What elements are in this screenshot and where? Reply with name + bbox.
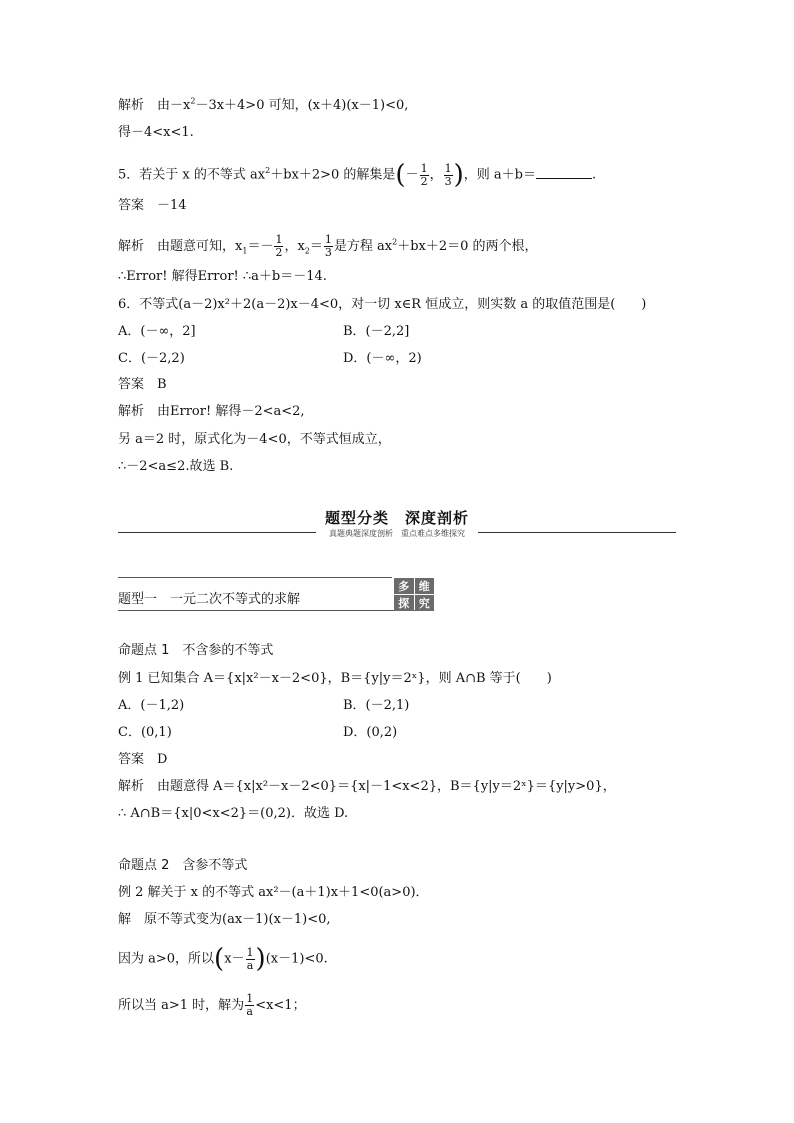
point-1-heading [118, 643, 273, 659]
answer-blank[interactable] [536, 166, 592, 179]
text: 所以当 a>1 时，解为 [118, 998, 245, 1013]
numerator: 1 [444, 161, 452, 175]
option-B [343, 324, 409, 340]
section-title: 题型分类 深度剖析 [324, 509, 469, 527]
text: <x<1； [255, 998, 306, 1013]
fraction-third [324, 234, 333, 259]
solution-5b [118, 269, 327, 285]
text: 命题点 2 含参不等式 [118, 858, 248, 873]
section-subtitle: 真题典题深度剖析 重点难点多维探究 [329, 529, 465, 538]
text: 答案 －14 [118, 198, 187, 213]
text: ＝ [309, 239, 323, 254]
option-A [118, 324, 196, 340]
superscript: 2 [190, 96, 196, 106]
solution-line-4b [118, 125, 194, 141]
text: ，则 a＋b＝ [463, 167, 536, 183]
ex1-option-D [343, 725, 397, 741]
denominator: a [246, 1005, 253, 1018]
question-6 [118, 297, 646, 313]
text: 因为 a>0，所以 [118, 951, 215, 967]
point-2-heading [118, 858, 247, 874]
ex2-solution-line1 [118, 912, 331, 928]
option-label: C．(－2,2) [118, 351, 185, 366]
text: －3x＋4>0 可知，(x＋4)(x－1)<0, [195, 98, 409, 113]
numerator: 1 [246, 945, 254, 959]
text: ，x [284, 239, 305, 254]
denominator: 2 [275, 246, 283, 259]
ex2-solution-line2 [118, 946, 328, 972]
text: x－ [224, 951, 245, 967]
denominator: 2 [420, 174, 428, 188]
left-paren: ( [214, 944, 225, 974]
denominator: 3 [444, 174, 452, 188]
ex1-solution-line2 [118, 806, 348, 822]
text: (x－1)<0. [265, 951, 328, 967]
denominator: 3 [324, 246, 332, 259]
subscript: 2 [304, 246, 310, 256]
fraction-half [274, 234, 283, 259]
text: ∴Error! 解得Error! ∴a＋b＝－14. [118, 269, 327, 284]
text: 解析 由Error! 解得－2<a<2, [118, 404, 305, 419]
superscript: 2 [392, 237, 398, 247]
example-2 [118, 885, 429, 901]
ex1-solution-line1 [118, 779, 616, 795]
solution-6-line3 [118, 459, 233, 475]
ex1-option-B [343, 698, 409, 714]
answer-6 [118, 377, 167, 393]
fraction-1-over-a [245, 993, 254, 1018]
option-D [343, 351, 422, 367]
text: ＋bx＋2>0 的解集是 [270, 167, 396, 183]
ex1-answer [118, 752, 167, 768]
text: 解析 由题意可知，x [118, 239, 243, 254]
solution-5 [118, 234, 538, 259]
numerator: 1 [420, 161, 428, 175]
question-5 [118, 162, 596, 188]
option-label: C．(0,1) [118, 725, 172, 740]
option-label: B．(－2,1) [343, 698, 410, 713]
text: 答案 B [118, 377, 167, 392]
option-label: A．(－1,2) [118, 698, 185, 713]
type-title: 题型一 一元二次不等式的求解 [118, 592, 301, 607]
answer-5 [118, 198, 187, 214]
text: 例 1 已知集合 A＝{x|x²－x－2<0}，B＝{y|y＝2ˣ}，则 A∩B 等于( ) [118, 671, 552, 686]
text: ＝－ [247, 239, 274, 254]
ex1-option-A [118, 698, 184, 714]
multi-dimension-badge [394, 578, 434, 610]
solution-line-4 [118, 98, 408, 114]
option-label: D．(－∞，2) [343, 351, 422, 366]
badge-char: 探 [394, 595, 414, 611]
ex2-solution-line3 [118, 993, 306, 1018]
option-label: A．(－∞，2] [118, 324, 196, 339]
denominator: a [246, 958, 254, 972]
fraction-third [444, 163, 453, 188]
solution-6-line2 [118, 432, 391, 448]
badge-char: 维 [415, 578, 435, 594]
fraction-half [420, 163, 429, 188]
text: 例 2 解关于 x 的不等式 ax²－(a＋1)x＋1<0(a>0)． [118, 885, 429, 900]
text: 答案 D [118, 752, 168, 767]
type-header [118, 577, 434, 611]
minus-sign: － [405, 167, 419, 183]
divider [118, 577, 392, 578]
fraction-1-over-a [246, 947, 255, 972]
text: ∴ A∩B＝{x|0<x<2}＝(0,2)．故选 D. [118, 806, 349, 821]
subscript: 1 [242, 246, 248, 256]
option-label: B．(－2,2] [343, 324, 410, 339]
text: 解析 由题意得 A＝{x|x²－x－2<0}＝{x|－1<x<2}，B＝{y|y＝2ˣ}＝{y|y>0}， [118, 779, 616, 794]
text: 6．不等式(a－2)x²＋2(a－2)x－4<0，对一切 x∈R 恒成立，则实数 a 的取值范围是( ) [118, 297, 647, 312]
superscript: 2 [265, 166, 271, 176]
text: 5．若关于 x 的不等式 ax [118, 167, 266, 183]
badge-char: 究 [415, 595, 435, 611]
numerator: 1 [324, 233, 332, 246]
left-paren: ( [395, 160, 406, 190]
text: ∴－2<a≤2.故选 B. [118, 459, 234, 474]
text: 得－4<x<1. [118, 125, 194, 140]
text: ＋bx＋2＝0 的两个根， [397, 239, 538, 254]
text: 解析 由－x [118, 98, 191, 113]
option-label: D．(0,2) [343, 725, 398, 740]
right-paren: ) [453, 160, 464, 190]
right-paren: ) [255, 944, 266, 974]
separator: ， [429, 167, 443, 183]
option-C [118, 351, 185, 367]
example-1 [118, 671, 552, 687]
text: 命题点 1 不含参的不等式 [118, 643, 274, 658]
badge-char: 多 [394, 578, 414, 594]
text: 解 原不等式变为(ax－1)(x－1)<0, [118, 912, 331, 927]
numerator: 1 [275, 233, 283, 246]
text: . [591, 167, 597, 183]
solution-6-line1 [118, 404, 305, 420]
divider [118, 610, 434, 611]
ex1-option-C [118, 725, 172, 741]
text: 另 a＝2 时，原式化为－4<0，不等式恒成立， [118, 432, 391, 447]
numerator: 1 [246, 992, 254, 1005]
text: 是方程 ax [333, 239, 393, 254]
